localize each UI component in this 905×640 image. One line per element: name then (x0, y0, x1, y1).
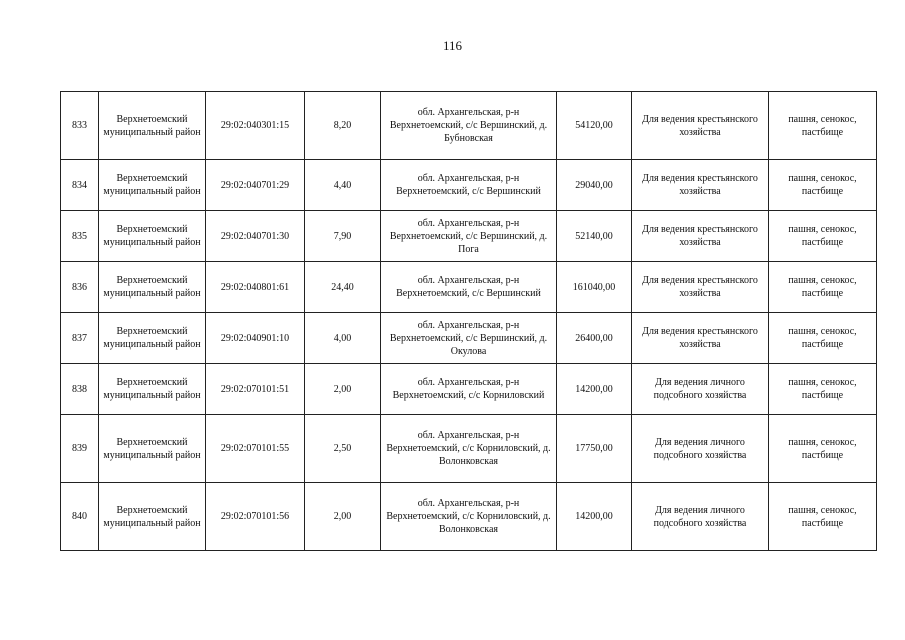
table-row (61, 262, 877, 313)
price-cell: 29040,00 (557, 160, 632, 211)
area-cell: 8,20 (305, 92, 381, 160)
land-category-cell: пашня, сенокос, пастбище (769, 415, 877, 483)
row-number-cell: 838 (61, 364, 99, 415)
table-row (61, 92, 877, 160)
district-cell: Верхнетоемский муниципальный район (99, 160, 206, 211)
row-number-cell: 837 (61, 313, 99, 364)
table-row (61, 160, 877, 211)
district-cell: Верхнетоемский муниципальный район (99, 483, 206, 551)
address-cell: обл. Архангельская, р-н Верхнетоемский, с/с Корниловский (381, 364, 557, 415)
land-category-cell: пашня, сенокос, пастбище (769, 364, 877, 415)
district-cell: Верхнетоемский муниципальный район (99, 364, 206, 415)
address-cell: обл. Архангельская, р-н Верхнетоемский, с/с Вершинский, д. Бубновская (381, 92, 557, 160)
land-category-cell: пашня, сенокос, пастбище (769, 313, 877, 364)
table-row (61, 211, 877, 262)
land-category-cell: пашня, сенокос, пастбище (769, 92, 877, 160)
cadastral-number-cell: 29:02:040901:10 (206, 313, 305, 364)
cadastral-number-cell: 29:02:040301:15 (206, 92, 305, 160)
permitted-use-cell: Для ведения крестьянского хозяйства (632, 313, 769, 364)
cadastral-number-cell: 29:02:040701:30 (206, 211, 305, 262)
permitted-use-cell: Для ведения крестьянского хозяйства (632, 262, 769, 313)
land-category-cell: пашня, сенокос, пастбище (769, 211, 877, 262)
page-number: 116 (442, 38, 463, 53)
land-category-cell: пашня, сенокос, пастбище (769, 160, 877, 211)
address-cell: обл. Архангельская, р-н Верхнетоемский, с/с Вершинский, д. Пога (381, 211, 557, 262)
table-row (61, 483, 877, 551)
row-number-cell: 833 (61, 92, 99, 160)
address-cell: обл. Архангельская, р-н Верхнетоемский, с/с Вершинский (381, 160, 557, 211)
area-cell: 7,90 (305, 211, 381, 262)
price-cell: 14200,00 (557, 364, 632, 415)
permitted-use-cell: Для ведения крестьянского хозяйства (632, 211, 769, 262)
price-cell: 161040,00 (557, 262, 632, 313)
table-row (61, 313, 877, 364)
table-row (61, 415, 877, 483)
permitted-use-cell: Для ведения личного подсобного хозяйства (632, 483, 769, 551)
row-number-cell: 834 (61, 160, 99, 211)
district-cell: Верхнетоемский муниципальный район (99, 262, 206, 313)
cadastral-number-cell: 29:02:070101:51 (206, 364, 305, 415)
cadastral-number-cell: 29:02:070101:55 (206, 415, 305, 483)
address-cell: обл. Архангельская, р-н Верхнетоемский, с/с Корниловский, д. Волонковская (381, 483, 557, 551)
row-number-cell: 840 (61, 483, 99, 551)
land-category-cell: пашня, сенокос, пастбище (769, 262, 877, 313)
area-cell: 2,50 (305, 415, 381, 483)
address-cell: обл. Архангельская, р-н Верхнетоемский, с/с Корниловский, д. Волонковская (381, 415, 557, 483)
area-cell: 2,00 (305, 483, 381, 551)
price-cell: 17750,00 (557, 415, 632, 483)
row-number-cell: 836 (61, 262, 99, 313)
price-cell: 26400,00 (557, 313, 632, 364)
permitted-use-cell: Для ведения личного подсобного хозяйства (632, 415, 769, 483)
row-number-cell: 835 (61, 211, 99, 262)
permitted-use-cell: Для ведения крестьянского хозяйства (632, 160, 769, 211)
cadastral-number-cell: 29:02:040701:29 (206, 160, 305, 211)
cadastral-number-cell: 29:02:070101:56 (206, 483, 305, 551)
price-cell: 14200,00 (557, 483, 632, 551)
price-cell: 52140,00 (557, 211, 632, 262)
land-plots-table (60, 91, 877, 551)
address-cell: обл. Архангельская, р-н Верхнетоемский, с/с Вершинский (381, 262, 557, 313)
land-category-cell: пашня, сенокос, пастбище (769, 483, 877, 551)
area-cell: 4,00 (305, 313, 381, 364)
area-cell: 4,40 (305, 160, 381, 211)
table-row (61, 364, 877, 415)
cadastral-number-cell: 29:02:040801:61 (206, 262, 305, 313)
area-cell: 24,40 (305, 262, 381, 313)
district-cell: Верхнетоемский муниципальный район (99, 92, 206, 160)
address-cell: обл. Архангельская, р-н Верхнетоемский, с/с Вершинский, д. Окулова (381, 313, 557, 364)
permitted-use-cell: Для ведения крестьянского хозяйства (632, 92, 769, 160)
district-cell: Верхнетоемский муниципальный район (99, 415, 206, 483)
price-cell: 54120,00 (557, 92, 632, 160)
district-cell: Верхнетоемский муниципальный район (99, 211, 206, 262)
area-cell: 2,00 (305, 364, 381, 415)
permitted-use-cell: Для ведения личного подсобного хозяйства (632, 364, 769, 415)
district-cell: Верхнетоемский муниципальный район (99, 313, 206, 364)
row-number-cell: 839 (61, 415, 99, 483)
